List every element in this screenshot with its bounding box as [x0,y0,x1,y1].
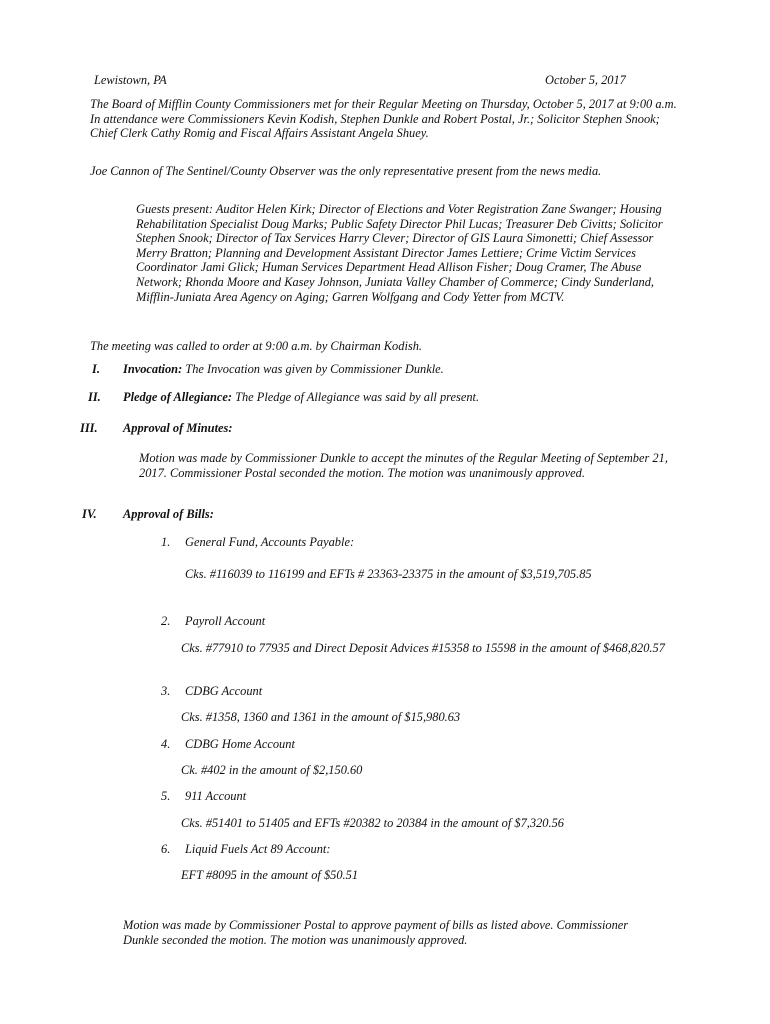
bill-item-title: Payroll Account [185,614,266,628]
bill-item-number: 1. [161,535,171,549]
bill-item-number: 4. [161,737,171,751]
section-label: Approval of Bills: [123,507,214,521]
bill-item-detail: Cks. #1358, 1360 and 1361 in the amount of $15,980.63 [181,710,461,724]
bill-item-detail: Cks. #116039 to 116199 and EFTs # 23363-23375 in the amount of $3,519,705.85 [185,567,592,581]
attendance-paragraph: The Board of Mifflin County Commissioners met for their Regular Meeting on Thursday, October 5, 2017 at 9:00 a.m. In attendance were Commissioners Kevin Kodish, Stephen Dunkle and Robert Postal, Jr.; Solicitor Stephen Snook; Chief Clerk Cathy Romig and Fiscal Affairs Assistant Angela Shuey. [90,97,677,141]
bill-item-detail: Cks. #51401 to 51405 and EFTs #20382 to 20384 in the amount of $7,320.56 [181,816,564,830]
bill-item-number: 2. [161,614,171,628]
bill-item-title: 911 Account [185,789,247,803]
bill-item-detail: EFT #8095 in the amount of $50.51 [181,868,359,882]
section-label: Invocation: [123,362,183,376]
bill-item-title: Liquid Fuels Act 89 Account: [185,842,331,856]
header-location: Lewistown, PA [94,73,167,87]
section-numeral: IV. [82,507,97,521]
section-text: The Invocation was given by Commissioner Dunkle. [182,362,444,376]
media-paragraph: Joe Cannon of The Sentinel/County Observer was the only representative present from the news media. [90,164,602,178]
section-label: Pledge of Allegiance: [123,390,232,404]
call-to-order: The meeting was called to order at 9:00 a.m. by Chairman Kodish. [90,339,423,353]
bill-item-title: General Fund, Accounts Payable: [185,535,355,549]
section-text: The Pledge of Allegiance was said by all present. [231,390,480,404]
section-numeral: I. [92,362,100,376]
guests-paragraph: Guests present: Auditor Helen Kirk; Director of Elections and Voter Registration Zane Swanger; Housing Rehabilitation Specialist Doug Marks; Public Safety Director Phil Lucas; Treasurer Deb Civitts; Solicitor Stephen Snook; Director of Tax Services Harry Clever; Director of GIS Laura Simonetti; Chief Assessor Merry Bratton; Planning and Development Assistant Director James Lettiere; Crime Victim Services Coordinator Jami Glick; Human Services Department Head Allison Fisher; Doug Cramer, The Abuse Network; Rhonda Moore and Kasey Johnson, Juniata Valley Chamber of Commerce; Cindy Sunderland, Mifflin-Juniata Area Agency on Aging; Garren Wolfgang and Cody Yetter from MCTV. [136,202,663,304]
bill-item-title: CDBG Home Account [185,737,295,751]
section-label: Approval of Minutes: [123,421,233,435]
bill-item-number: 3. [161,684,171,698]
minutes-motion: Motion was made by Commissioner Dunkle to accept the minutes of the Regular Meeting of September 21, 2017. Commissioner Postal seconded the motion. The motion was unanimously approved. [139,451,668,480]
section-numeral: II. [88,390,101,404]
bill-item-title: CDBG Account [185,684,263,698]
bills-motion: Motion was made by Commissioner Postal to approve payment of bills as listed above. Commissioner Dunkle seconded the motion. The motion was unanimously approved. [123,918,629,947]
header-date: October 5, 2017 [545,73,626,87]
bill-item-detail: Ck. #402 in the amount of $2,150.60 [181,763,363,777]
bill-item-detail: Cks. #77910 to 77935 and Direct Deposit Advices #15358 to 15598 in the amount of $468,820.57 [181,641,665,655]
bill-item-number: 6. [161,842,171,856]
bill-item-number: 5. [161,789,171,803]
section-numeral: III. [80,421,98,435]
